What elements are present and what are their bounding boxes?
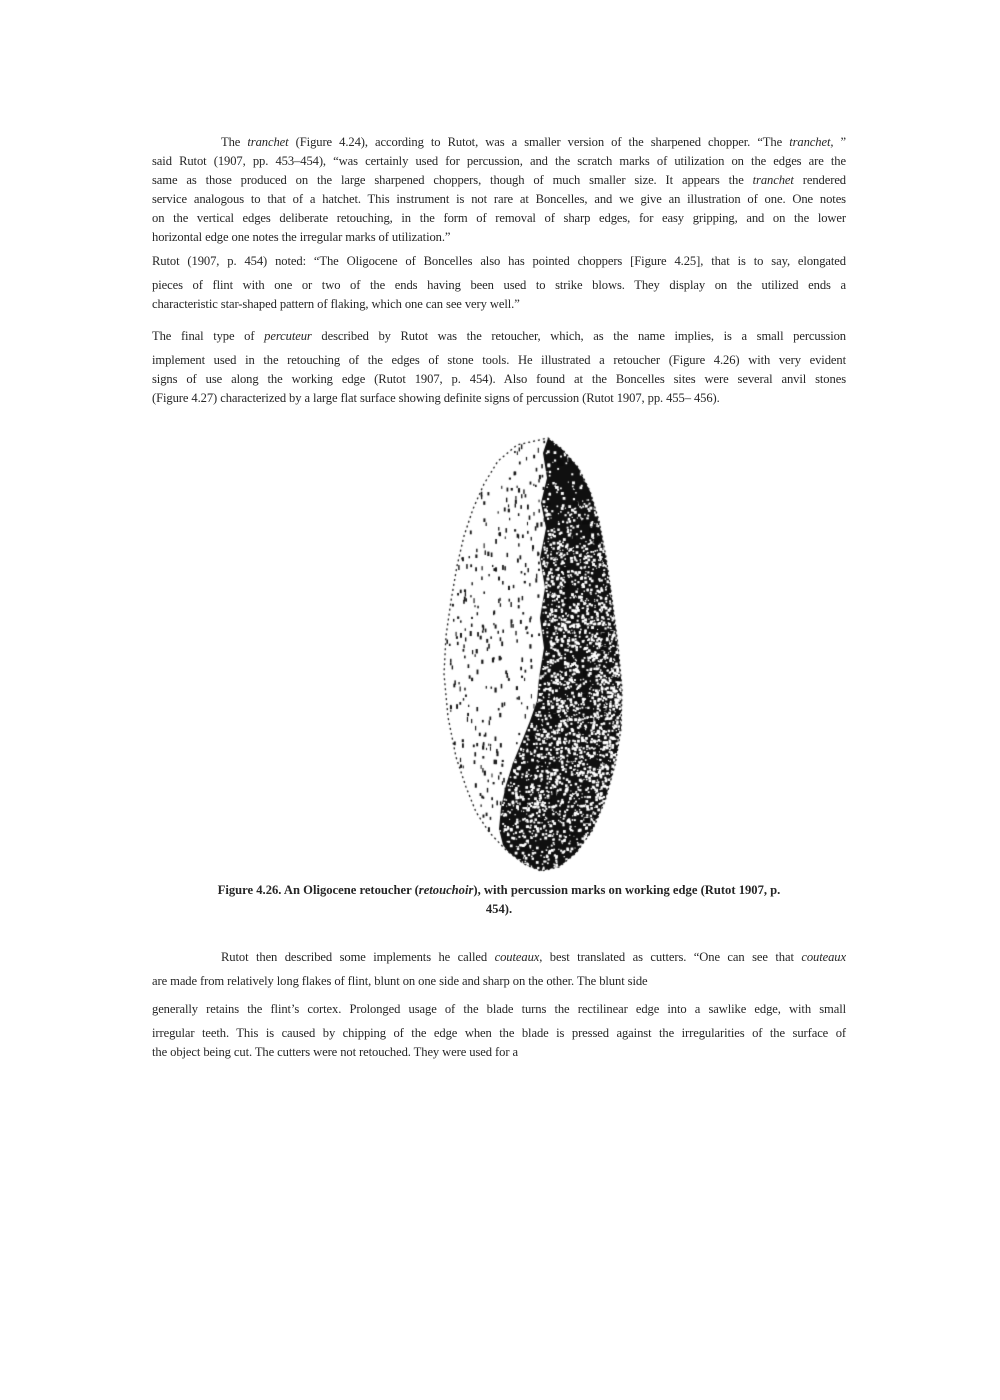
italic-text-segment: percuteur (264, 329, 312, 343)
text-line (152, 351, 846, 370)
text-line (152, 152, 846, 171)
text-segment: horizontal edge one notes the irregular marks of utilization.” (152, 230, 451, 244)
figure-4-26 (440, 433, 632, 873)
paragraph-tranchet (152, 133, 846, 247)
text-segment: pieces of flint with one or two of the ends having been used to strike blows. They display on the utilized ends a (152, 278, 846, 292)
text-segment: , best translated as cutters. “One can see that (539, 950, 802, 964)
text-line (152, 276, 846, 295)
italic-text-segment: retouchoir (418, 883, 474, 897)
text-segment: described by Rutot was the retoucher, which, as the name implies, is a small percussion (311, 329, 846, 343)
text-segment: The (221, 135, 248, 149)
retoucher-illustration (440, 433, 632, 873)
paragraph-cutters (152, 1000, 846, 1062)
text-line (152, 972, 846, 991)
text-line (152, 370, 846, 389)
text-segment: are made from relatively long flakes of flint, blunt on one side and sharp on the other. The blunt side (152, 974, 648, 988)
text-segment: ), with percussion marks on working edge (Rutot 1907, p. (473, 883, 781, 897)
text-segment: Rutot (1907, p. 454) noted: “The Oligocene of Boncelles also has pointed choppers [Figure 4.25], that is to say, elongated (152, 254, 846, 268)
italic-text-segment: couteaux (801, 950, 846, 964)
text-line (152, 1000, 846, 1019)
text-segment: rendered (793, 173, 847, 187)
text-line (152, 900, 846, 919)
text-segment: The final type of (152, 329, 265, 343)
text-segment: implement used in the retouching of the edges of stone tools. He illustrated a retoucher (Figure 4.26) with very evident (152, 353, 846, 367)
paragraph-retoucher (152, 327, 846, 408)
text-line (152, 252, 846, 271)
italic-text-segment: tranchet, (789, 135, 834, 149)
text-line (152, 295, 846, 314)
text-segment: same as those produced on the large sharpened choppers, though of much smaller size. It appears the (152, 173, 753, 187)
text-segment: signs of use along the working edge (Rutot 1907, p. 454). Also found at the Boncelles sites were several anvil stones (152, 372, 846, 386)
italic-text-segment: tranchet (247, 135, 289, 149)
text-segment: (Figure 4.27) characterized by a large flat surface showing definite signs of percussion (Rutot 1907, pp. 455– 456). (152, 391, 720, 405)
text-segment: 454). (485, 902, 513, 916)
text-line (152, 881, 846, 900)
paragraph-pointed-choppers (152, 252, 846, 314)
text-line (152, 171, 846, 190)
text-segment: irregular teeth. This is caused by chipping of the edge when the blade is pressed against the irregularities of the surface of (152, 1026, 846, 1040)
text-segment: generally retains the flint’s cortex. Prolonged usage of the blade turns the rectilinear edge into a sawlike edge, with small (152, 1002, 846, 1016)
text-line (152, 133, 846, 152)
text-line (152, 1024, 846, 1043)
text-segment: on the vertical edges deliberate retouching, in the form of removal of sharp edges, for easy gripping, and on the lower (152, 211, 846, 225)
text-line (152, 327, 846, 346)
italic-text-segment: couteaux (494, 950, 540, 964)
text-line (152, 228, 846, 247)
text-segment: Rutot then described some implements he called (221, 950, 495, 964)
text-line (152, 209, 846, 228)
text-segment: Figure 4.26. An Oligocene retoucher ( (217, 883, 419, 897)
figure-caption (152, 881, 846, 919)
text-segment: the object being cut. The cutters were not retouched. They were used for a (152, 1045, 518, 1059)
text-line (152, 190, 846, 209)
text-segment: characteristic star-shaped pattern of flaking, which one can see very well.” (152, 297, 520, 311)
italic-text-segment: tranchet (752, 173, 794, 187)
text-segment: said Rutot (1907, pp. 453–454), “was certainly used for percussion, and the scratch marks of utilization on the edges are the (152, 154, 846, 168)
text-line (152, 1043, 846, 1062)
text-line (152, 948, 846, 967)
text-segment: ” (833, 135, 846, 149)
text-segment: (Figure 4.24), according to Rutot, was a smaller version of the sharpened chopper. “The (288, 135, 790, 149)
text-line (152, 389, 846, 408)
paragraph-couteaux (152, 948, 846, 991)
text-segment: service analogous to that of a hatchet. This instrument is not rare at Boncelles, and we give an illustration of one. One notes (152, 192, 846, 206)
